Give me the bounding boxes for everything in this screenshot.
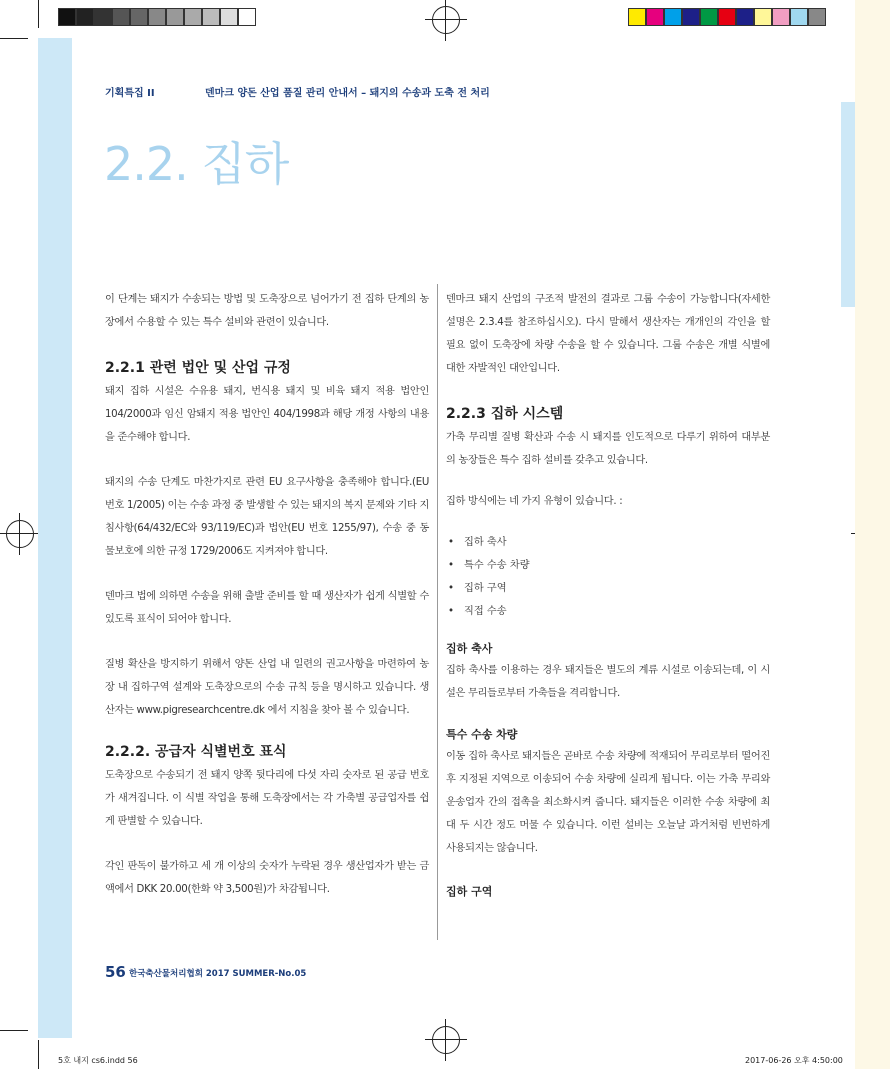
paragraph: 각인 판독이 불가하고 세 개 이상의 숫자가 누락된 경우 생산업자가 받는 금액에서 DKK 20.00(한화 약 3,500원)가 차감됩니다. <box>105 861 429 895</box>
section-heading-2-2-2: 2.2.2. 공급자 식별번호 표식 <box>105 744 287 760</box>
list-item: • 집하 축사 <box>446 531 770 554</box>
paragraph: 돼지의 수송 단계도 마찬가지로 관련 EU 요구사항을 충족해야 합니다.(EU 번호 1/2005) 이는 수송 과정 중 발생할 수 있는 돼지의 복지 문제와 기타 지침사항(64/432/EC와 93/119/EC)과 법안(EU 번호 1255/97), 수송 중 동물보호에 의한 규정 1729/2006도 지켜져야 합니다. <box>105 477 429 557</box>
paragraph: 돼지 집하 시설은 수유용 돼지, 번식용 돼지 및 비육 돼지 적용 법안인 104/2000과 임신 암돼지 적용 법안인 404/1998과 해당 개정 사항의 내용을 준수해야 합니다. <box>105 386 429 443</box>
collection-type-list <box>446 531 770 623</box>
publication-name: 한국축산물처리협회 2017 SUMMER-No.05 <box>129 969 307 979</box>
section-heading-2-2-3: 2.2.3 집하 시스템 <box>446 406 564 422</box>
paragraph: 집하 방식에는 네 가지 유형이 있습니다. : <box>446 496 623 507</box>
subheading: 집하 축사 <box>446 642 493 655</box>
intro-paragraph: 덴마크 돼지 산업의 구조적 발전의 결과로 그룹 수송이 가능합니다(자세한 설명은 2.3.4를 참조하십시오). 다시 말해서 생산자는 개개인의 각인을 할 필요 없이 도축장에 차량 수송을 할 수 있습니다. 그룹 수송은 개별 식별에 대한 자발적인 대안입니다. <box>446 294 770 374</box>
paragraph: 집하 축사를 이용하는 경우 돼지들은 별도의 계류 시설로 이송되는데, 이 시설은 무리들로부터 가축들을 격리합니다. <box>446 665 770 699</box>
list-item: • 집하 구역 <box>446 577 770 600</box>
timestamp-slug: 2017-06-26 오후 4:50:00 <box>745 1056 843 1065</box>
section-heading-2-2-1: 2.2.1 관련 법안 및 산업 규정 <box>105 360 291 376</box>
grayscale-color-bar <box>58 8 256 28</box>
section-label: 기획특집 II <box>105 88 155 99</box>
registration-mark-bottom <box>432 1026 460 1054</box>
crop-mark <box>38 1040 39 1069</box>
crop-mark <box>0 38 28 39</box>
left-accent-bar <box>38 38 72 1038</box>
registration-mark-top <box>432 6 460 34</box>
paragraph: 가축 무리별 질병 확산과 수송 시 돼지를 인도적으로 다루기 위하여 대부분의 농장들은 특수 집하 설비를 갖추고 있습니다. <box>446 432 770 466</box>
right-accent-bar <box>841 102 855 307</box>
paragraph: 이동 집하 축사로 돼지들은 곧바로 수송 차량에 적재되어 무리로부터 떨어진 후 지정된 지역으로 이송되어 수송 차량에 실리게 됩니다. 이는 가축 무리와 운송업자 간의 접촉을 최소화시켜 줍니다. 돼지들은 이러한 수송 차량에 최대 두 시간 정도 머물 수 있습니다. 이런 설비는 오늘날 과거처럼 빈번하게 사용되지는 않습니다. <box>446 751 770 854</box>
registration-mark-left <box>6 520 34 548</box>
list-item: • 특수 수송 차량 <box>446 554 770 577</box>
paragraph: 도축장으로 수송되기 전 돼지 양쪽 뒷다리에 다섯 자리 숫자로 된 공급 번호가 새겨집니다. 이 식별 작업을 통해 도축장에서는 각 가축별 공급업자를 쉽게 판별할 수 있습니다. <box>105 770 429 827</box>
process-color-bar <box>628 8 826 28</box>
page-number: 56 <box>105 963 126 981</box>
running-title: 덴마크 양돈 산업 품질 관리 안내서 – 돼지의 수송과 도축 전 처리 <box>205 88 490 99</box>
paragraph: 덴마크 법에 의하면 수송을 위해 출발 준비를 할 때 생산자가 쉽게 식별할 수 있도록 표식이 되어야 합니다. <box>105 591 429 625</box>
right-column <box>446 288 770 902</box>
crop-mark <box>0 1030 28 1031</box>
left-column <box>105 288 429 901</box>
column-divider <box>437 284 438 940</box>
subheading: 특수 수송 차량 <box>446 728 518 741</box>
page-title: 2.2. 집하 <box>104 137 289 191</box>
list-item: • 직접 수송 <box>446 600 770 623</box>
file-slug: 5호 내지 cs6.indd 56 <box>58 1056 138 1065</box>
page-edge <box>855 0 890 1069</box>
crop-mark <box>38 0 39 28</box>
paragraph: 질병 확산을 방지하기 위해서 양돈 산업 내 일련의 권고사항을 마련하여 농장 내 집하구역 설계와 도축장으로의 수송 규칙 등을 명시하고 있습니다. 생산자는 www.pigresearchcentre.dk 에서 지침을 찾아 볼 수 있습니다. <box>105 659 429 716</box>
subheading: 집하 구역 <box>446 885 493 898</box>
intro-paragraph: 이 단계는 돼지가 수송되는 방법 및 도축장으로 넘어가기 전 집하 단계의 농장에서 수용할 수 있는 특수 설비와 관련이 있습니다. <box>105 294 429 328</box>
